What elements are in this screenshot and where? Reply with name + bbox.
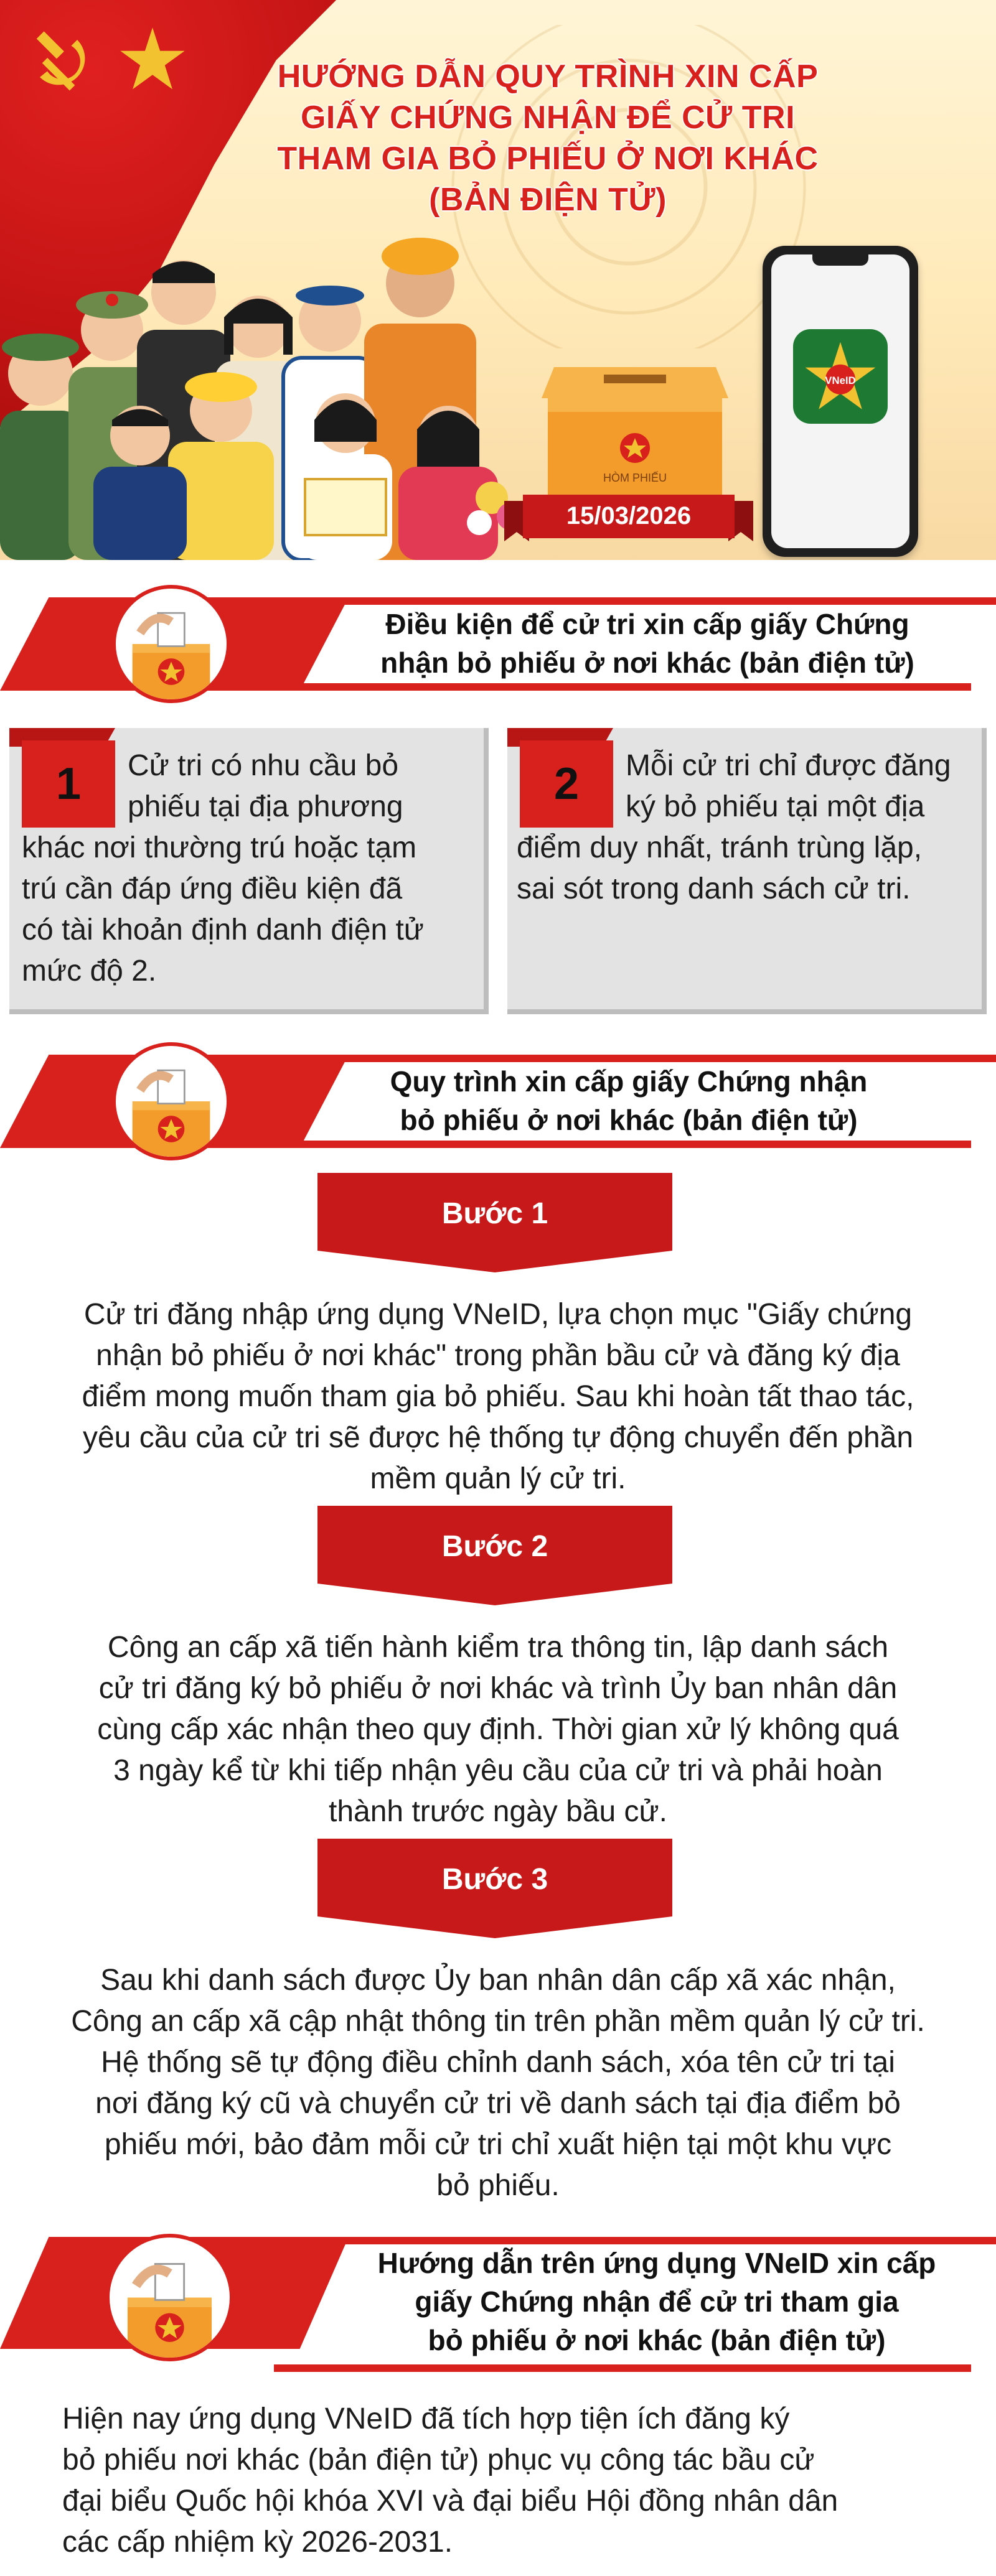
card-line: phiếu tại địa phương bbox=[128, 790, 403, 823]
step-line: Sau khi danh sách được Ủy ban nhân dân cấp xã xác nhận, bbox=[100, 1964, 896, 1997]
section-conditions-header bbox=[0, 579, 996, 716]
page-title bbox=[249, 56, 847, 220]
card-number: 1 bbox=[22, 740, 115, 828]
title-line-3: THAM GIA BỎ PHIẾU Ở NƠI KHÁC bbox=[277, 141, 819, 177]
guide-line: Hiện nay ứng dụng VNeID đã tích hợp tiện ích đăng ký bbox=[62, 2402, 790, 2435]
condition-card-2 bbox=[507, 728, 987, 1014]
step-line: điểm mong muốn tham gia bỏ phiếu. Sau khi hoàn tất thao tác, bbox=[82, 1380, 914, 1413]
step-2-tab bbox=[317, 1506, 672, 1605]
event-date: 15/03/2026 bbox=[566, 502, 692, 530]
section-title-line-2: bỏ phiếu ở nơi khác (bản điện tử) bbox=[400, 1104, 858, 1136]
ballot-emblem-icon bbox=[110, 2238, 230, 2358]
section-top-line bbox=[330, 597, 996, 605]
gold-star-icon bbox=[118, 25, 187, 93]
card-line: Cử tri có nhu cầu bỏ bbox=[128, 749, 399, 782]
step-line: yêu cầu của cử tri sẽ được hệ thống tự động chuyển đến phần bbox=[82, 1421, 914, 1454]
step-line: cùng cấp xác nhận theo quy định. Thời gian xử lý không quá bbox=[97, 1713, 899, 1746]
card-line: sai sót trong danh sách cử tri. bbox=[517, 872, 911, 905]
card-line: khác nơi thường trú hoặc tạm bbox=[22, 831, 417, 864]
section-title-line-2: giấy Chứng nhận để cử tri tham gia bbox=[415, 2285, 899, 2318]
step-1-text bbox=[25, 1294, 971, 1500]
step-line: 3 ngày kể từ khi tiếp nhận yêu cầu của cử tri và phải hoàn bbox=[113, 1754, 883, 1787]
hammer-sickle-icon bbox=[25, 25, 100, 100]
section-vneid-guide-header bbox=[0, 2215, 996, 2383]
step-line: mềm quản lý cử tri. bbox=[370, 1462, 626, 1495]
guide-line: đại biểu Quốc hội khóa XVI và đại biểu Hội đồng nhân dân bbox=[62, 2485, 839, 2518]
step-line: Công an cấp xã tiến hành kiểm tra thông tin, lập danh sách bbox=[107, 1631, 889, 1664]
step-3-text bbox=[25, 1960, 971, 2206]
title-line-1: HƯỚNG DẪN QUY TRÌNH XIN CẤP bbox=[277, 58, 819, 95]
step-1-label: Bước 1 bbox=[441, 1197, 548, 1230]
ballot-emblem-icon bbox=[116, 1046, 227, 1157]
step-3-tab bbox=[317, 1839, 672, 1938]
step-line: Cử tri đăng nhập ứng dụng VNeID, lựa chọn mục "Giấy chứng bbox=[83, 1298, 913, 1331]
section-bottom-line bbox=[274, 683, 971, 691]
ballot-box-label: HÒM PHIẾU bbox=[603, 472, 667, 484]
step-1-tab bbox=[317, 1173, 672, 1272]
step-line: Công an cấp xã cập nhật thông tin trên phần mềm quản lý cử tri. bbox=[71, 2005, 925, 2038]
card-text bbox=[517, 745, 984, 910]
step-line: thành trước ngày bầu cử. bbox=[328, 1795, 668, 1828]
card-text bbox=[22, 745, 482, 992]
section-title-line-2: nhận bỏ phiếu ở nơi khác (bản điện tử) bbox=[380, 646, 914, 679]
section-title-line-1: Quy trình xin cấp giấy Chứng nhận bbox=[390, 1065, 868, 1098]
step-line: phiếu mới, bảo đảm mỗi cử tri chỉ xuất hiện tại một khu vực bbox=[104, 2128, 892, 2161]
section-title-line-1: Hướng dẫn trên ứng dụng VNeID xin cấp bbox=[377, 2247, 936, 2279]
step-2-label: Bước 2 bbox=[441, 1530, 548, 1563]
section-process-title bbox=[336, 1062, 921, 1139]
section-title-line-3: bỏ phiếu ở nơi khác (bản điện tử) bbox=[428, 2324, 886, 2356]
section-top-line bbox=[330, 1055, 996, 1062]
ballot-emblem-icon bbox=[116, 589, 227, 699]
card-number: 2 bbox=[520, 740, 613, 828]
condition-card-1 bbox=[9, 728, 489, 1014]
title-line-4: (BẢN ĐIỆN TỬ) bbox=[429, 182, 667, 218]
step-line: bỏ phiếu. bbox=[436, 2169, 560, 2202]
card-line: có tài khoản định danh điện tử bbox=[22, 913, 424, 946]
section-emblem bbox=[106, 2234, 233, 2361]
section-vneid-guide-title bbox=[336, 2244, 977, 2359]
vneid-star-icon bbox=[803, 339, 878, 414]
ballot-box-illustration bbox=[529, 361, 741, 504]
step-line: cử tri đăng ký bỏ phiếu ở nơi khác và trình Ủy ban nhân dân bbox=[98, 1672, 898, 1705]
step-2-text bbox=[25, 1627, 971, 1832]
phone-notch bbox=[812, 254, 868, 266]
hero-banner bbox=[0, 0, 996, 560]
guide-line: các cấp nhiệm kỳ 2026-2031. bbox=[62, 2526, 453, 2559]
card-line: điểm duy nhất, tránh trùng lặp, bbox=[517, 831, 923, 864]
section-emblem bbox=[112, 1042, 230, 1160]
card-line: trú cần đáp ứng điều kiện đã bbox=[22, 872, 403, 905]
vneid-guide-text bbox=[62, 2399, 934, 2563]
title-line-2: GIẤY CHỨNG NHẬN ĐỂ CỬ TRI bbox=[300, 100, 796, 136]
citizens-illustration bbox=[0, 205, 535, 560]
card-line: mức độ 2. bbox=[22, 954, 157, 987]
guide-line: bỏ phiếu nơi khác (bản điện tử) phục vụ công tác bầu cử bbox=[62, 2443, 815, 2476]
card-line: Mỗi cử tri chỉ được đăng bbox=[626, 749, 951, 782]
step-line: Hệ thống sẽ tự động điều chỉnh danh sách, xóa tên cử tri tại bbox=[101, 2046, 895, 2079]
card-line: ký bỏ phiếu tại một địa bbox=[626, 790, 925, 823]
section-emblem bbox=[112, 585, 230, 703]
section-process-header bbox=[0, 1036, 996, 1173]
step-line: nơi đăng ký cũ và chuyển cử tri về danh sách tại địa điểm bỏ bbox=[95, 2087, 901, 2120]
phone-mockup bbox=[763, 246, 918, 557]
section-bottom-line bbox=[274, 2364, 971, 2372]
vneid-app-name: VNeID bbox=[825, 375, 856, 386]
phone-screen bbox=[771, 254, 909, 548]
vneid-app-icon bbox=[793, 329, 888, 424]
section-title-line-1: Điều kiện để cử tri xin cấp giấy Chứng bbox=[385, 608, 909, 640]
section-conditions-title bbox=[336, 605, 959, 682]
step-3-label: Bước 3 bbox=[441, 1863, 548, 1896]
step-line: nhận bỏ phiếu ở nơi khác" trong phần bầu cử và đăng ký địa bbox=[96, 1339, 900, 1372]
section-bottom-line bbox=[274, 1141, 971, 1148]
